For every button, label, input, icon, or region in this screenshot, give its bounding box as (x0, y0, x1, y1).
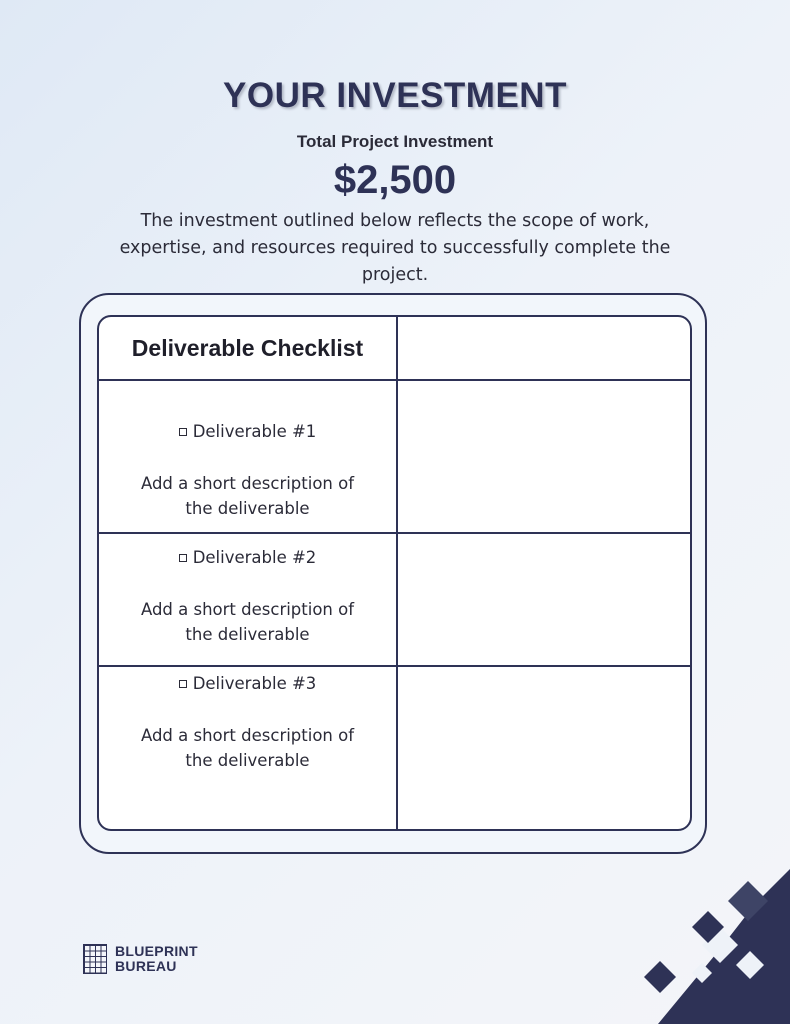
table-row-divider (99, 532, 690, 534)
deliverable-title-row (99, 674, 396, 693)
deliverable-title-row (99, 548, 396, 567)
deliverable-title-row (99, 422, 396, 441)
deliverable-description: Add a short description of the deliverable (140, 600, 355, 644)
deliverable-table (97, 315, 692, 831)
table-column-divider (396, 317, 398, 829)
investment-subtitle: Total Project Investment (296, 132, 494, 151)
table-row-divider (99, 379, 690, 381)
decorative-diamonds-icon (640, 869, 790, 1024)
deliverable-title: Deliverable #2 (192, 548, 317, 567)
blueprint-grid-icon (83, 944, 107, 974)
deliverable-description: Add a short description of the deliverable (140, 726, 355, 770)
brand-line-1: BLUEPRINT (115, 943, 198, 959)
brand-logo (83, 944, 198, 974)
diamond-left (644, 961, 676, 993)
page-title: YOUR INVESTMENT (223, 76, 567, 115)
table-header-label: Deliverable Checklist (131, 334, 364, 361)
brand-line-2: BUREAU (115, 958, 177, 974)
table-header-right (398, 317, 692, 379)
brand-name (115, 944, 198, 974)
table-row (99, 674, 396, 773)
intro-paragraph: The investment outlined below reflects the scope of work, expertise, and resources required to successfully complete the project. (119, 211, 671, 285)
deliverable-description: Add a short description of the deliverable (140, 474, 355, 518)
table-row-divider (99, 665, 690, 667)
checkbox-icon[interactable] (179, 680, 187, 688)
deliverable-title: Deliverable #1 (192, 422, 317, 441)
checkbox-icon[interactable] (179, 428, 187, 436)
checkbox-icon[interactable] (179, 554, 187, 562)
deliverable-title: Deliverable #3 (192, 674, 317, 693)
investment-amount: $2,500 (333, 158, 457, 202)
table-row (99, 548, 396, 647)
table-row (99, 422, 396, 521)
